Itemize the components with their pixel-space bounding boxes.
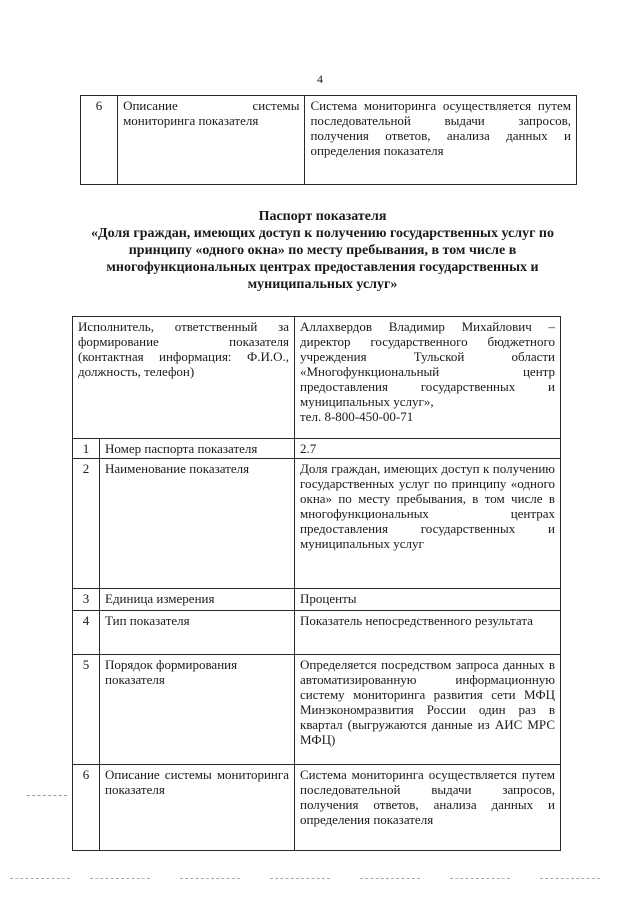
row-number: 5 — [73, 655, 100, 765]
row-number: 6 — [81, 96, 118, 185]
scan-dash — [90, 878, 150, 879]
scan-dash — [10, 878, 70, 879]
row-label: Единица измерения — [100, 589, 295, 611]
passport-table — [72, 316, 561, 851]
heading-title: Паспорт показателя — [258, 209, 387, 224]
row-label: Порядок формирования показателя — [100, 655, 295, 765]
heading-subtitle: «Доля граждан, имеющих доступ к получению государственных услуг по принципу «одного окна» по месту пребывания, в том числе в многофункциональных центрах предоставления государственных и муниципальных услуг» — [90, 226, 555, 292]
scan-dash — [540, 878, 600, 879]
table-row — [81, 96, 577, 185]
row-value: 2.7 — [295, 439, 561, 459]
row-value: Проценты — [295, 589, 561, 611]
row-label: Номер паспорта показателя — [100, 439, 295, 459]
table-row — [73, 459, 561, 589]
row-number: 4 — [73, 611, 100, 655]
table-row — [73, 655, 561, 765]
row-label: Тип показателя — [100, 611, 295, 655]
scan-dash — [360, 878, 420, 879]
table-row — [73, 589, 561, 611]
executor-phone: тел. 8-800-450-00-71 — [300, 409, 414, 424]
row-label: Наименование показателя — [100, 459, 295, 589]
continuation-table — [80, 95, 577, 185]
table-row — [73, 439, 561, 459]
row-label: Описание системы мониторинга показателя — [100, 765, 295, 851]
passport-heading — [85, 208, 560, 293]
table-row — [73, 611, 561, 655]
row-number: 3 — [73, 589, 100, 611]
row-value: Система мониторинга осуществляется путем последовательной выдачи запросов, получения ответов, анализа данных и определения показателя — [295, 765, 561, 851]
scan-dash — [180, 878, 240, 879]
row-value: Показатель непосредственного результата — [295, 611, 561, 655]
row-label: Описание системы мониторинга показателя — [118, 96, 305, 185]
page-number: 4 — [317, 72, 323, 86]
executor-label: Исполнитель, ответственный за формирование показателя (контактная информация: Ф.И.О., должность, телефон) — [73, 317, 295, 439]
table-row — [73, 317, 561, 439]
row-value: Определяется посредством запроса данных в автоматизированную информационную систему мониторинга развития сети МФЦ Минэкономразвития России один раз в квартал (выгружаются данные из АИС МРС МФЦ) — [295, 655, 561, 765]
row-value: Система мониторинга осуществляется путем последовательной выдачи запросов, получения ответов, анализа данных и определения показателя — [305, 96, 577, 185]
row-value: Доля граждан, имеющих доступ к получению государственных услуг по принципу «одного окна» по месту пребывания, в том числе в многофункциональных центрах предоставления государственных и муниципальных услуг — [295, 459, 561, 589]
row-number: 1 — [73, 439, 100, 459]
scan-edge-artifacts — [0, 878, 640, 886]
table-row — [73, 765, 561, 851]
executor-cell — [295, 317, 561, 439]
scan-dash — [450, 878, 510, 879]
executor-value: Аллахвердов Владимир Михайлович – директор государственного бюджетного учреждения Тульской области «Многофункциональный центр предоставления государственных и муниципальных услуг», — [300, 319, 555, 409]
row-number: 6 — [73, 765, 100, 851]
scan-dash — [270, 878, 330, 879]
row-number: 2 — [73, 459, 100, 589]
scan-mark — [27, 795, 67, 796]
